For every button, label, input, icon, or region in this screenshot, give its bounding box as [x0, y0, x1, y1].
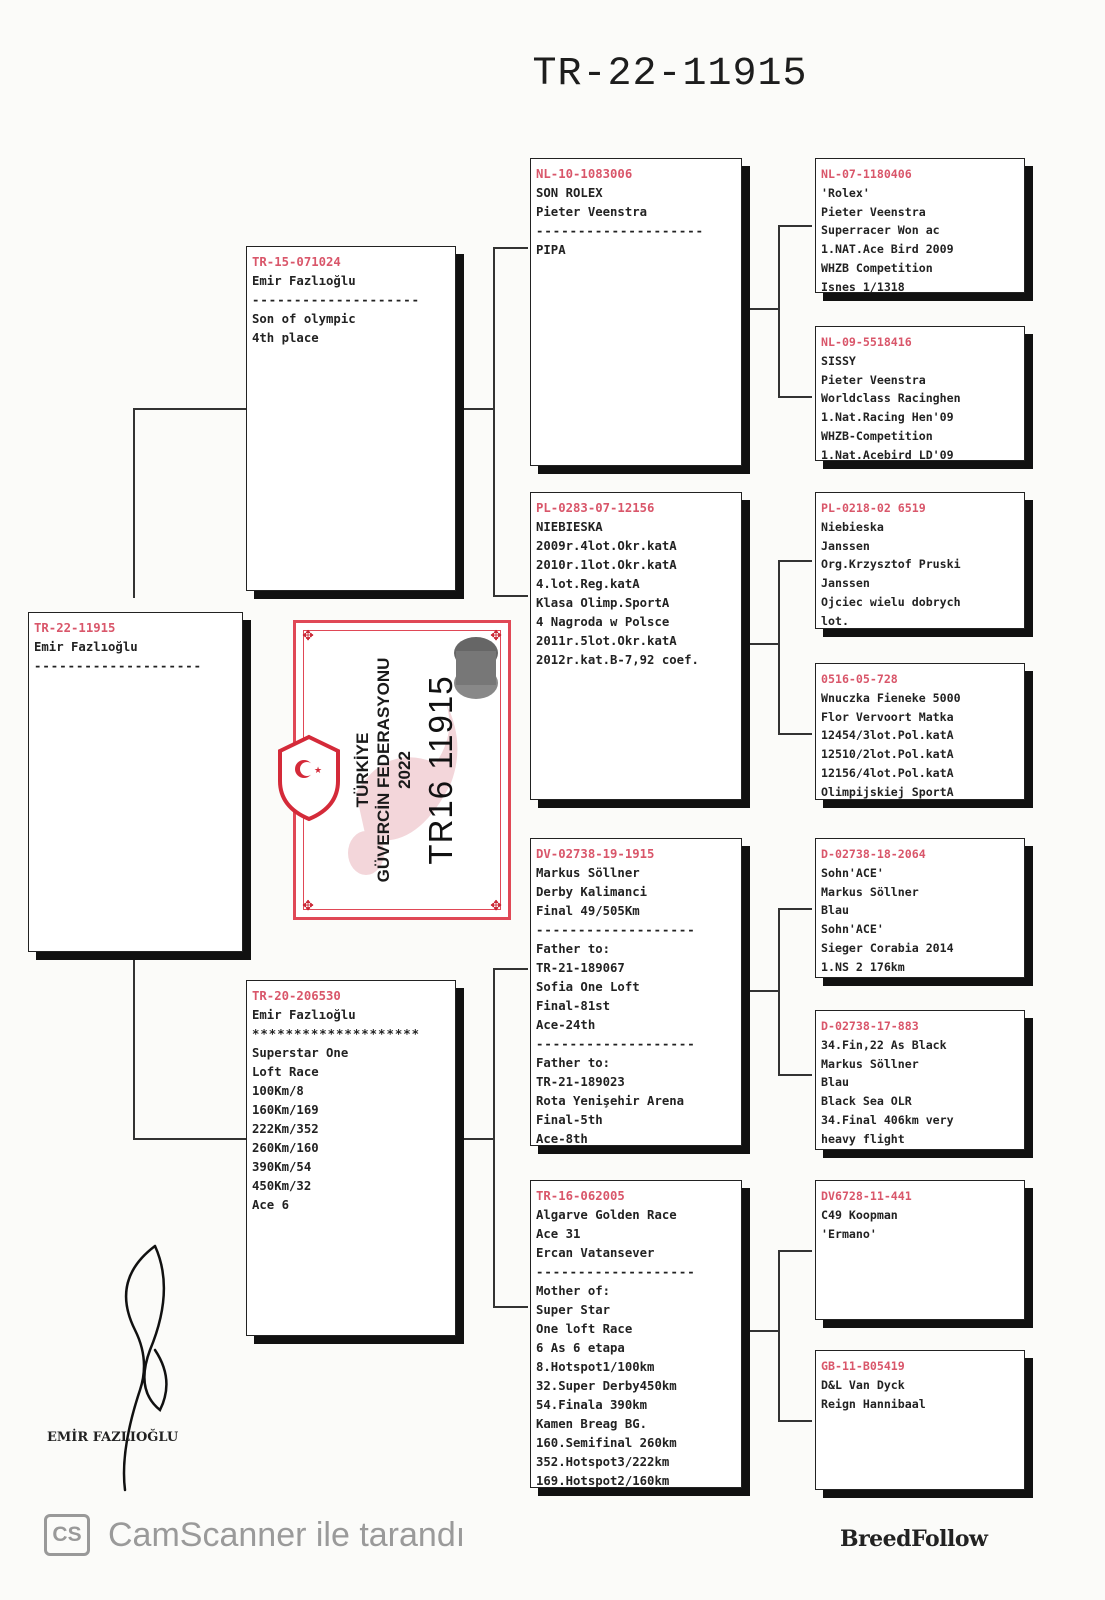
card-separator: ********************	[252, 1027, 421, 1041]
card-line: 'Rolex'	[821, 185, 870, 200]
federation-line-2: GÜVERCİN FEDERASYONU	[374, 657, 393, 883]
connector-line	[462, 408, 495, 410]
card-line: 2012r.kat.B-7,92 coef.	[536, 653, 699, 667]
connector-line	[778, 396, 812, 398]
connector-line	[133, 1138, 246, 1140]
card-line: Niebieska	[821, 519, 884, 534]
card-line: One loft Race	[536, 1322, 633, 1336]
ring-number: TR-15-071024	[252, 255, 341, 269]
card-line: 8.Hotspot1/100km	[536, 1360, 655, 1374]
card-line: 2009r.4lot.Okr.katA	[536, 539, 677, 553]
card-line: SISSY	[821, 353, 856, 368]
card-line: Janssen	[821, 576, 870, 591]
federation-line-1: TÜRKİYE	[353, 732, 372, 808]
card-separator: --------------------	[34, 659, 203, 673]
card-line: 12156/4lot.Pol.katA	[821, 765, 954, 780]
handwritten-signature-icon	[80, 1240, 220, 1500]
card-line: 34.Fin,22 As Black	[821, 1037, 947, 1052]
connector-line	[133, 408, 135, 598]
pedigree-card-dam-dam[interactable]	[530, 1180, 742, 1488]
card-line: Markus Söllner	[536, 866, 640, 880]
card-line: 260Km/160	[252, 1141, 319, 1155]
stamp-ring-number: TR16 11915	[422, 675, 459, 865]
card-line: Emir Fazlıoğlu	[252, 1008, 356, 1022]
card-line: 1.Nat.Acebird LD'09	[821, 447, 954, 461]
pedigree-card-sire[interactable]	[246, 246, 456, 591]
ring-number: TR-16-062005	[536, 1189, 625, 1203]
card-line: 100Km/8	[252, 1084, 304, 1098]
connector-line	[133, 408, 246, 410]
card-line: Pieter Veenstra	[821, 372, 926, 387]
ring-number: DV-02738-19-1915	[536, 847, 655, 861]
card-line: 12510/2lot.Pol.katA	[821, 747, 954, 762]
card-separator: -------------------	[536, 1037, 696, 1051]
connector-line	[778, 1250, 780, 1422]
card-line: Sohn'ACE'	[821, 865, 884, 880]
card-line: Sieger Corabia 2014	[821, 940, 954, 955]
card-line: Markus Söllner	[821, 884, 919, 899]
pedigree-card-dss[interactable]	[815, 838, 1025, 978]
card-line: 32.Super Derby450km	[536, 1379, 677, 1393]
card-line: Rota Yenişehir Arena	[536, 1094, 685, 1108]
card-line: WHZB Competition	[821, 260, 933, 275]
card-line: 4.lot.Reg.katA	[536, 577, 640, 591]
card-line: Final-5th	[536, 1113, 603, 1127]
pedigree-card-dds[interactable]	[815, 1180, 1025, 1320]
connector-line	[750, 1330, 780, 1332]
connector-line	[778, 1250, 812, 1252]
brand-logo: BreedFollow	[840, 1526, 988, 1552]
pedigree-card-subject[interactable]	[28, 612, 243, 952]
card-line: Klasa Olimp.SportA	[536, 596, 670, 610]
card-line: Son of olympic	[252, 312, 356, 326]
connector-line	[778, 560, 812, 562]
card-line: 160Km/169	[252, 1103, 319, 1117]
pedigree-card-dam[interactable]	[246, 980, 456, 1336]
connector-line	[778, 1074, 812, 1076]
card-line: D&L Van Dyck	[821, 1377, 905, 1392]
card-line: Flor Vervoort Matka	[821, 709, 954, 724]
svg-text:★: ★	[314, 765, 323, 775]
connector-line	[750, 990, 780, 992]
card-line: heavy flight	[821, 1131, 905, 1146]
card-line: 222Km/352	[252, 1122, 319, 1136]
ring-number: D-02738-18-2064	[821, 847, 926, 861]
connector-line	[778, 908, 780, 1076]
connector-line	[778, 908, 812, 910]
connector-line	[778, 225, 812, 227]
card-line: Reign Hannibaal	[821, 1396, 926, 1411]
card-line: Ercan Vatansever	[536, 1246, 655, 1260]
connector-line	[493, 247, 495, 597]
card-line: Superstar One	[252, 1046, 349, 1060]
connector-line	[778, 560, 780, 735]
pedigree-card-sds[interactable]	[815, 492, 1025, 629]
card-line: Blau	[821, 1075, 849, 1090]
card-line: Ace 31	[536, 1227, 581, 1241]
card-line: Loft Race	[252, 1065, 319, 1079]
card-line: 12454/3lot.Pol.katA	[821, 728, 954, 743]
ring-number: TR-22-11915	[34, 621, 116, 635]
card-separator: -------------------	[536, 923, 696, 937]
card-line: 1.NAT.Ace Bird 2009	[821, 242, 954, 257]
connector-line	[778, 1420, 812, 1422]
camscanner-watermark-text: CamScanner ile tarandı	[108, 1516, 466, 1554]
pedigree-card-dam-sire[interactable]	[530, 838, 742, 1146]
ring-number: TR-20-206530	[252, 989, 341, 1003]
ring-number: GB-11-B05419	[821, 1359, 905, 1373]
card-line: Ace-8th	[536, 1132, 588, 1146]
card-line: 34.Final 406km very	[821, 1112, 954, 1127]
card-line: Black Sea OLR	[821, 1094, 912, 1109]
card-line: Sofia One Loft	[536, 980, 640, 994]
card-line: Super Star	[536, 1303, 611, 1317]
card-line: 160.Semifinal 260km	[536, 1436, 677, 1450]
card-line: Markus Söllner	[821, 1056, 919, 1071]
connector-line	[133, 940, 135, 1140]
ring-number: PL-0218-02 6519	[821, 501, 926, 515]
card-line: 4 Nagroda w Polsce	[536, 615, 670, 629]
card-line: Blau	[821, 903, 849, 918]
card-line: Sohn'ACE'	[821, 922, 884, 937]
card-line: lot.	[821, 613, 849, 628]
ring-number: DV6728-11-441	[821, 1189, 912, 1203]
card-line: 1.NS 2 176km	[821, 959, 905, 974]
card-line: Kamen Breag BG.	[536, 1417, 648, 1431]
card-line: Final 49/505Km	[536, 904, 640, 918]
card-line: Ace-24th	[536, 1018, 596, 1032]
connector-line	[493, 595, 528, 597]
connector-line	[493, 247, 528, 249]
card-line: Father to:	[536, 1056, 611, 1070]
page-title: TR-22-11915	[532, 52, 808, 97]
card-line: WHZB-Competition	[821, 428, 933, 443]
card-line: 'Ermano'	[821, 1226, 877, 1241]
card-line: Org.Krzysztof Pruski	[821, 557, 961, 572]
ring-number: NL-07-1180406	[821, 167, 912, 181]
connector-line	[750, 643, 780, 645]
card-line: TR-21-189023	[536, 1075, 625, 1089]
card-line: Final-81st	[536, 999, 611, 1013]
corner-ornament-icon: ✥	[302, 624, 314, 645]
card-line: 2011r.5lot.Okr.katA	[536, 634, 677, 648]
card-line: 169.Hotspot2/160km	[536, 1474, 670, 1488]
card-separator: --------------------	[536, 224, 705, 238]
connector-line	[778, 225, 780, 398]
connector-line	[493, 968, 528, 970]
pedigree-card-sdd[interactable]	[815, 663, 1025, 800]
card-line: Emir Fazlıoğlu	[252, 274, 356, 288]
card-line: Emir Fazlıoğlu	[34, 640, 138, 654]
card-line: 1.Nat.Racing Hen'09	[821, 410, 954, 425]
card-line: Algarve Golden Race	[536, 1208, 677, 1222]
card-line: 390Km/54	[252, 1160, 312, 1174]
card-line: Mother of:	[536, 1284, 611, 1298]
connector-line	[750, 308, 780, 310]
corner-ornament-icon: ✥	[490, 624, 502, 645]
connector-line	[778, 733, 812, 735]
federation-year: 2022	[395, 751, 414, 789]
connector-line	[462, 1138, 495, 1140]
card-line: 2010r.1lot.Okr.katA	[536, 558, 677, 572]
card-line: 6 As 6 etapa	[536, 1341, 625, 1355]
card-line: Olimpijskiej SportA	[821, 784, 954, 799]
corner-ornament-icon: ✥	[490, 894, 502, 915]
pedigree-card-sire-dam[interactable]	[530, 492, 742, 800]
pedigree-card-dsd[interactable]	[815, 1010, 1025, 1150]
card-line: Derby Kalimanci	[536, 885, 648, 899]
card-line: Ace 6	[252, 1198, 290, 1212]
pedigree-card-sire-sire[interactable]	[530, 158, 742, 466]
stamp-text-group	[302, 630, 502, 910]
card-line: 352.Hotspot3/222km	[536, 1455, 670, 1469]
card-line: 450Km/32	[252, 1179, 312, 1193]
ring-number: NL-10-1083006	[536, 167, 633, 181]
ring-number: D-02738-17-883	[821, 1019, 919, 1033]
ring-card-stamp	[293, 620, 511, 920]
card-line: Isnes 1/1318	[821, 279, 905, 293]
card-line: NIEBIESKA	[536, 520, 603, 534]
card-line: PIPA	[536, 243, 566, 257]
card-line: Father to:	[536, 942, 611, 956]
card-line: 54.Finala 390km	[536, 1398, 648, 1412]
pedigree-card-sss[interactable]	[815, 158, 1025, 293]
card-line: TR-21-189067	[536, 961, 625, 975]
connector-line	[493, 1306, 528, 1308]
federation-name	[352, 630, 415, 910]
card-line: C49 Koopman	[821, 1207, 898, 1222]
pedigree-card-ssd[interactable]	[815, 326, 1025, 461]
pedigree-card-ddd[interactable]	[815, 1350, 1025, 1490]
camscanner-logo-icon: CS	[44, 1514, 90, 1556]
card-line: Superracer Won ac	[821, 223, 940, 238]
card-separator: -------------------	[536, 1265, 696, 1279]
card-line: Pieter Veenstra	[821, 204, 926, 219]
ring-number: 0516-05-728	[821, 672, 898, 686]
connector-line	[493, 968, 495, 1308]
ring-number: PL-0283-07-12156	[536, 501, 655, 515]
card-line: Pieter Veenstra	[536, 205, 648, 219]
card-line: 4th place	[252, 331, 319, 345]
card-separator: --------------------	[252, 293, 421, 307]
card-line: SON ROLEX	[536, 186, 603, 200]
corner-ornament-icon: ✥	[302, 894, 314, 915]
card-line: Janssen	[821, 538, 870, 553]
signer-name: EMİR FAZLIOĞLU	[47, 1430, 179, 1445]
card-line: Worldclass Racinghen	[821, 391, 961, 406]
card-line: Ojciec wielu dobrych	[821, 594, 961, 609]
ring-number: NL-09-5518416	[821, 335, 912, 349]
card-line: Wnuczka Fieneke 5000	[821, 690, 961, 705]
